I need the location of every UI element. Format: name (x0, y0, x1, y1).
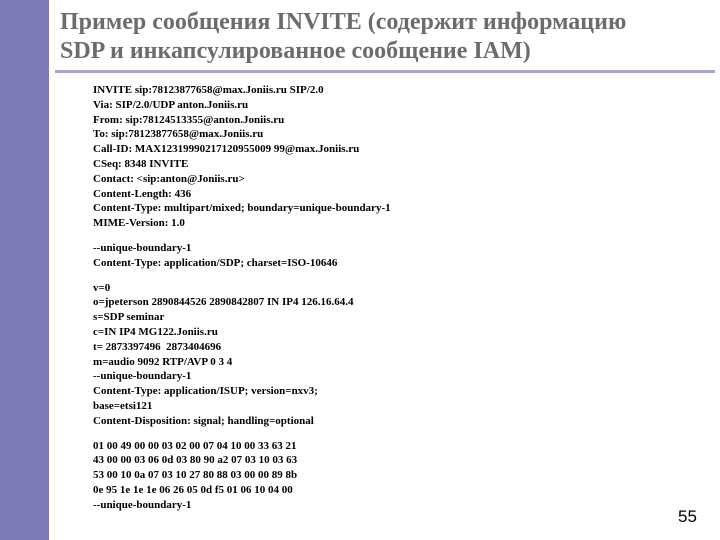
message-line: base=etsi121 (93, 399, 153, 412)
sdp-block (93, 281, 683, 429)
message-line: 43 00 00 03 06 0d 03 80 90 a2 07 03 10 03 63 (93, 454, 298, 467)
message-line: INVITE sip:78123877658@max.Joniis.ru SIP/2.0 (93, 84, 324, 96)
message-line: Content-Type: application/SDP; charset=ISO-10646 (93, 256, 338, 269)
title-line-1: Пример сообщения INVITE (содержит информацию (60, 9, 627, 35)
message-line: m=audio 9092 RTP/AVP 0 3 4 (93, 355, 233, 368)
message-line: 0e 95 1e 1e 1e 06 26 05 0d f5 01 06 10 04 00 (93, 483, 293, 496)
message-line: Content-Disposition: signal; handling=optional (93, 414, 314, 427)
isup-hex-block (93, 439, 683, 513)
sip-message-body (93, 83, 683, 513)
message-line: 53 00 10 0a 07 03 10 27 80 88 03 00 00 89 8b (93, 469, 298, 482)
mime-part-1-block (93, 241, 683, 271)
message-line: Contact: <sip:anton@Joniis.ru> (93, 172, 245, 185)
title-divider (55, 70, 715, 73)
message-line: s=SDP seminar (93, 311, 165, 324)
message-line: --unique-boundary-1 (93, 370, 192, 383)
message-line: Call-ID: MAX12319990217120955009 99@max.Joniis.ru (93, 143, 360, 156)
title-line-2: SDP и инкапсулированное сообщение IAM) (60, 38, 531, 64)
message-line: o=jpeterson 2890844526 2890842807 IN IP4 126.16.64.4 (93, 296, 354, 309)
message-line: MIME-Version: 1.0 (93, 217, 185, 230)
message-line: --unique-boundary-1 (93, 498, 192, 511)
message-line: To: sip:78123877658@max.Joniis.ru (93, 128, 264, 141)
message-line: --unique-boundary-1 (93, 241, 192, 254)
message-line: v=0 (93, 281, 111, 294)
side-accent-bar (0, 0, 49, 540)
message-line: Content-Type: application/ISUP; version=nxv3; (93, 385, 318, 398)
slide-title (60, 8, 710, 66)
message-line: t= 2873397496 2873404696 (93, 340, 222, 353)
sip-headers-block (93, 83, 683, 231)
message-line: From: sip:78124513355@anton.Joniis.ru (93, 113, 285, 126)
page-number: 55 (678, 507, 697, 526)
message-line: CSeq: 8348 INVITE (93, 157, 189, 170)
message-line: 01 00 49 00 00 03 02 00 07 04 10 00 33 63 21 (93, 439, 297, 452)
message-line: c=IN IP4 MG122.Joniis.ru (93, 325, 218, 338)
message-line: Via: SIP/2.0/UDP anton.Joniis.ru (93, 98, 249, 111)
message-line: Content-Type: multipart/mixed; boundary=unique-boundary-1 (93, 202, 391, 215)
message-line: Content-Length: 436 (93, 187, 192, 200)
